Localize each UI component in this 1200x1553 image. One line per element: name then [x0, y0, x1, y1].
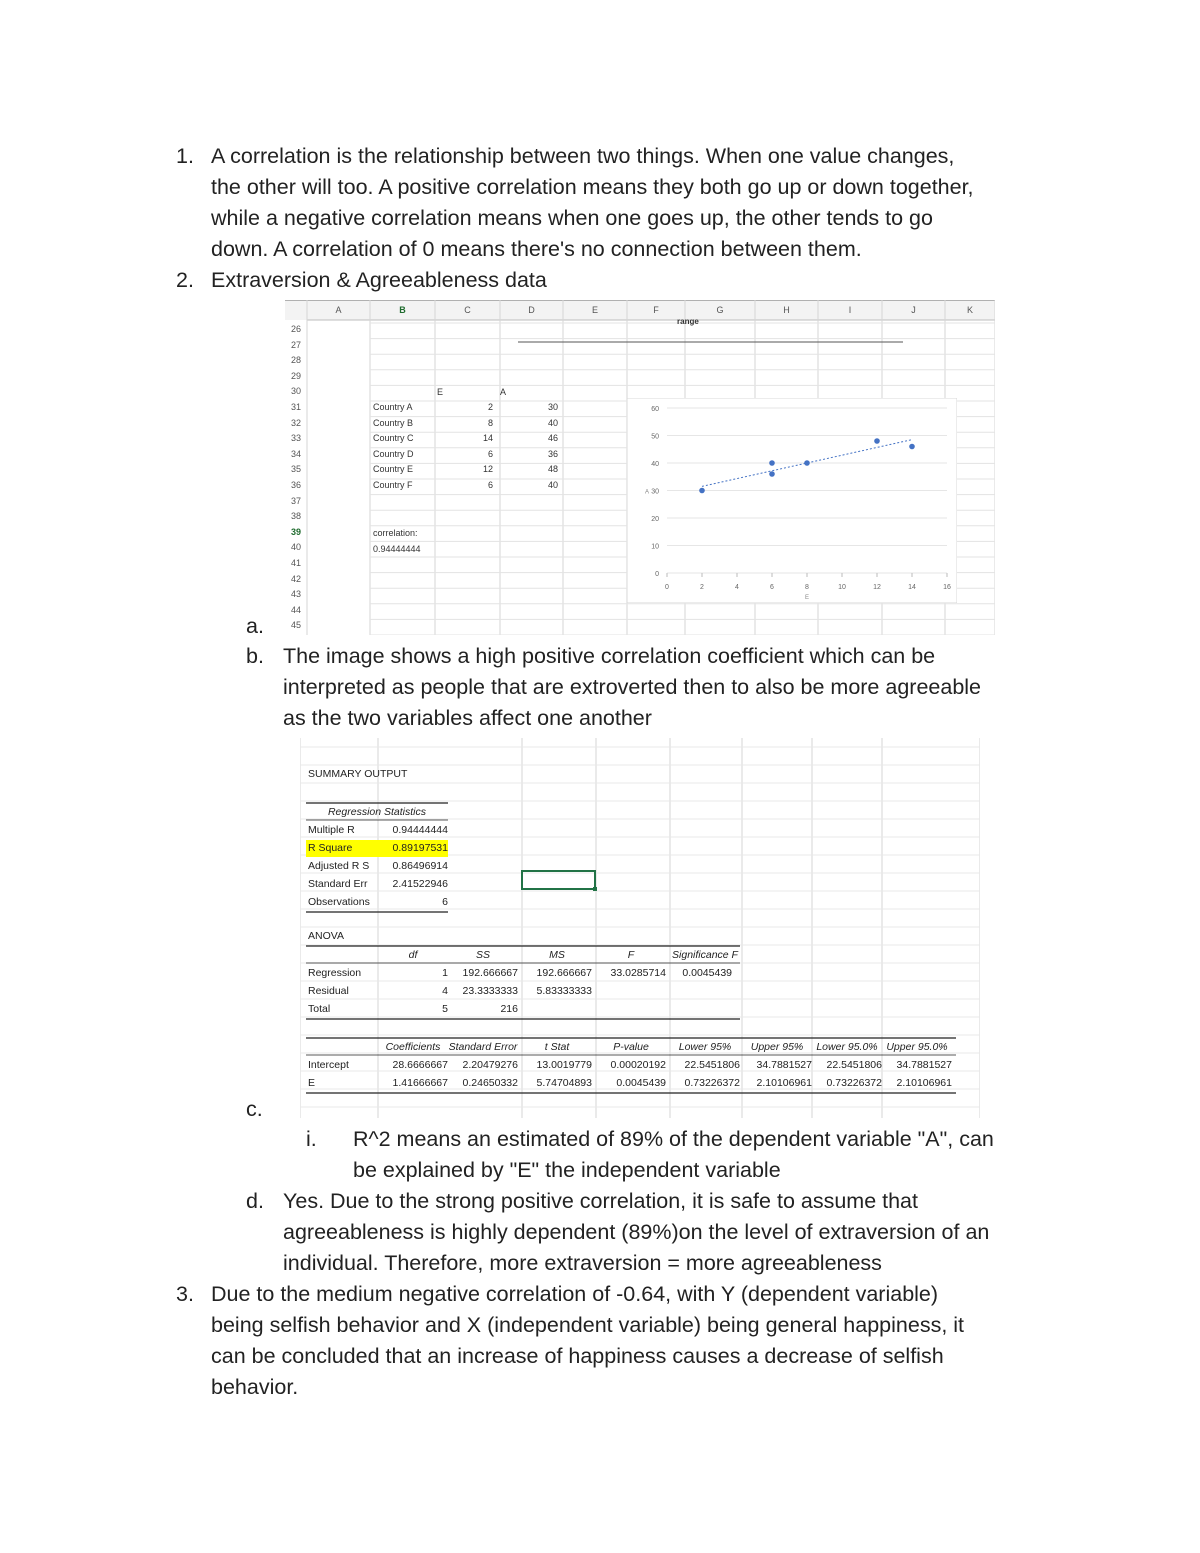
item-3-line-4: behavior. — [211, 1375, 299, 1399]
coef-header: Lower 95.0% — [816, 1041, 878, 1053]
col-a-label: A — [500, 387, 507, 397]
column-header: C — [464, 305, 471, 315]
a-value: 40 — [547, 417, 558, 428]
sub-ci-label: i. — [306, 1127, 317, 1151]
e-value: 8 — [487, 417, 493, 428]
reg-stat-value: 6 — [442, 896, 448, 908]
anova-cell: 0.0045439 — [682, 967, 732, 979]
item-1-line-2: the other will too. A positive correlation means they both go up or down together, — [211, 175, 974, 199]
coef-row-label: E — [308, 1077, 316, 1089]
anova-row-label: Total — [308, 1003, 331, 1015]
coef-cell: 22.5451806 — [826, 1059, 882, 1071]
x-tick-label: 4 — [735, 584, 739, 591]
x-tick-label: 2 — [700, 584, 704, 591]
column-header: I — [848, 305, 852, 315]
column-header: D — [528, 305, 535, 315]
e-value: 14 — [482, 433, 493, 444]
reg-stat-value: 2.41522946 — [392, 878, 448, 890]
list-number-2: 2. — [176, 268, 194, 292]
anova-cell: 5.83333333 — [536, 985, 592, 997]
reg-stat-label: Multiple R — [308, 824, 355, 836]
coef-header: t Stat — [544, 1041, 570, 1053]
fill-handle — [593, 887, 597, 891]
column-header: K — [966, 305, 973, 315]
row-number: 34 — [290, 448, 301, 459]
sub-b-label: b. — [246, 644, 264, 668]
a-value: 30 — [547, 402, 558, 412]
col-e-label: E — [437, 387, 444, 397]
e-value: 2 — [487, 402, 493, 412]
column-header: E — [591, 305, 598, 315]
anova-cell: 4 — [442, 985, 448, 997]
anova-title: ANOVA — [308, 930, 344, 942]
coef-header: P-value — [613, 1041, 649, 1053]
anova-cell: 192.666667 — [536, 967, 592, 979]
e-value: 6 — [487, 448, 493, 459]
coef-header: Standard Error — [448, 1041, 518, 1053]
reg-stat-label: Observations — [308, 896, 370, 908]
row-number: 35 — [290, 464, 301, 475]
item-2-title: Extraversion & Agreeableness data — [211, 268, 547, 292]
anova-header: MS — [549, 949, 565, 961]
x-tick-label: 12 — [873, 584, 881, 591]
coef-cell: 0.00020192 — [610, 1059, 666, 1071]
row-number: 40 — [290, 542, 301, 553]
sub-b-line-2: interpreted as people that are extroverted then to also be more agreeable — [283, 675, 982, 699]
coef-cell: 22.5451806 — [684, 1059, 740, 1071]
sub-d-line-3: individual. Therefore, more extraversion = more agreeableness — [283, 1251, 882, 1275]
x-tick-label: 16 — [943, 584, 951, 591]
row-number: 36 — [290, 480, 301, 490]
a-value: 36 — [547, 448, 558, 459]
reg-stat-label: Standard Err — [308, 878, 368, 890]
row-number: 45 — [290, 620, 301, 631]
correlation-value: 0.94444444 — [373, 544, 421, 554]
list-number-3: 3. — [176, 1282, 194, 1306]
sub-ci-line-1: R^2 means an estimated of 89% of the dependent variable "A", can — [353, 1127, 994, 1151]
y-tick-label: 0 — [655, 571, 659, 578]
sub-c-label: c. — [246, 1097, 263, 1121]
row-number: 33 — [290, 433, 301, 444]
country-name: Country C — [373, 433, 414, 444]
sub-d-line-1: Yes. Due to the strong positive correlation, it is safe to assume that — [283, 1189, 918, 1213]
coef-header: Lower 95% — [678, 1041, 732, 1053]
anova-cell: 5 — [442, 1003, 448, 1015]
e-value: 12 — [482, 464, 493, 475]
country-name: Country A — [373, 402, 413, 412]
x-tick-label: 8 — [805, 584, 809, 591]
coef-cell: 1.41666667 — [392, 1077, 448, 1089]
data-point — [909, 444, 915, 450]
scatter-chart — [627, 398, 957, 603]
coef-header: Upper 95% — [750, 1041, 804, 1053]
data-point — [699, 488, 705, 494]
coef-cell: 0.73226372 — [684, 1077, 740, 1089]
summary-title: SUMMARY OUTPUT — [308, 768, 408, 780]
row-number: 43 — [290, 589, 301, 600]
coef-cell: 0.73226372 — [826, 1077, 882, 1089]
anova-row-label: Regression — [308, 967, 362, 979]
reg-stat-label: Adjusted R S — [308, 860, 370, 872]
item-1-line-4: down. A correlation of 0 means there's no connection between them. — [211, 237, 862, 261]
spreadsheet-screenshot — [285, 300, 995, 635]
anova-cell: 192.666667 — [462, 967, 518, 979]
x-tick-label: 14 — [908, 584, 916, 591]
anova-header: SS — [475, 949, 490, 961]
coef-header: Coefficients — [385, 1041, 441, 1053]
row-number: 30 — [290, 386, 301, 397]
coef-header: Upper 95.0% — [886, 1041, 948, 1053]
coef-cell: 2.20479276 — [462, 1059, 518, 1071]
column-header: F — [653, 305, 659, 315]
anova-cell: 1 — [442, 967, 448, 979]
row-number: 42 — [290, 573, 301, 584]
x-axis-title: E — [804, 595, 810, 601]
sub-ci-line-2: be explained by "E" the independent variable — [353, 1158, 781, 1182]
country-name: Country F — [373, 480, 413, 490]
row-number: 32 — [290, 417, 301, 428]
coef-cell: 34.7881527 — [756, 1059, 812, 1071]
data-point — [804, 460, 810, 466]
anova-cell: 23.3333333 — [462, 985, 518, 997]
anova-header: F — [627, 949, 635, 961]
regression-summary-screenshot — [300, 738, 980, 1118]
data-point — [874, 438, 880, 444]
y-tick-label: 10 — [651, 543, 659, 551]
anova-header: Significance F — [672, 949, 738, 961]
y-tick-label: 30 — [651, 488, 659, 496]
coef-row-label: Intercept — [308, 1059, 349, 1071]
reg-stat-label: R Square — [308, 842, 353, 854]
y-axis-title: A — [645, 489, 650, 496]
anova-cell: 33.0285714 — [610, 967, 666, 979]
regression-stats-title: Regression Statistics — [327, 806, 427, 818]
item-3-line-1: Due to the medium negative correlation of -0.64, with Y (dependent variable) — [211, 1282, 939, 1306]
column-header: A — [335, 305, 342, 315]
y-tick-label: 60 — [651, 406, 659, 413]
x-tick-label: 6 — [770, 584, 774, 591]
coef-cell: 0.24650332 — [462, 1077, 518, 1089]
row-number: 26 — [290, 324, 301, 334]
selected-cell — [522, 871, 595, 889]
sub-d-line-2: agreeableness is highly dependent (89%)on the level of extraversion of an — [283, 1220, 990, 1244]
data-point — [769, 471, 775, 477]
coef-cell: 34.7881527 — [896, 1059, 952, 1071]
item-3-line-2: being selfish behavior and X (independent variable) being general happiness, it — [211, 1313, 965, 1337]
e-value: 6 — [487, 480, 493, 490]
column-header: J — [911, 305, 916, 315]
item-3-line-3: can be concluded that an increase of happiness causes a decrease of selfish — [211, 1344, 944, 1368]
reg-stat-value: 0.94444444 — [392, 824, 448, 836]
country-name: Country D — [373, 448, 414, 459]
item-1-line-1: A correlation is the relationship between two things. When one value changes, — [211, 144, 955, 168]
coef-cell: 0.0045439 — [616, 1077, 666, 1089]
column-header: B — [399, 305, 406, 315]
sub-b-line-1: The image shows a high positive correlation coefficient which can be — [283, 644, 936, 668]
x-tick-label: 0 — [665, 584, 669, 591]
y-tick-label: 20 — [651, 516, 659, 523]
item-1-line-3: while a negative correlation means when one goes up, the other tends to go — [211, 206, 933, 230]
anova-cell: 216 — [500, 1003, 518, 1015]
chart-area — [627, 398, 957, 603]
row-number: 41 — [290, 558, 301, 568]
row-number: 31 — [290, 402, 301, 412]
sub-d-label: d. — [246, 1189, 264, 1213]
coef-cell: 5.74704893 — [536, 1077, 592, 1089]
y-tick-label: 50 — [651, 433, 659, 441]
row-number: 38 — [290, 511, 301, 522]
coef-cell: 2.10106961 — [896, 1077, 952, 1089]
coef-cell: 2.10106961 — [756, 1077, 812, 1089]
row-number: 39 — [290, 526, 301, 537]
country-name: Country E — [373, 464, 414, 475]
data-point — [769, 460, 775, 466]
range-label: range — [677, 317, 699, 326]
anova-header: df — [408, 949, 418, 961]
list-number-1: 1. — [176, 144, 194, 168]
y-tick-label: 40 — [651, 461, 659, 468]
coef-cell: 13.0019779 — [536, 1059, 592, 1071]
column-header: H — [783, 305, 790, 315]
row-number: 44 — [290, 604, 301, 615]
sub-b-line-3: as the two variables affect one another — [283, 706, 652, 730]
correlation-label: correlation: — [373, 528, 418, 538]
reg-stat-value: 0.86496914 — [392, 860, 448, 872]
country-name: Country B — [373, 417, 414, 428]
row-number: 27 — [290, 339, 301, 350]
row-number: 29 — [290, 370, 301, 381]
a-value: 46 — [547, 433, 558, 444]
a-value: 48 — [547, 464, 558, 475]
sub-a-label: a. — [246, 614, 264, 638]
x-tick-label: 10 — [838, 584, 846, 591]
anova-row-label: Residual — [308, 985, 349, 997]
column-header: G — [716, 305, 724, 315]
reg-stat-value: 0.89197531 — [392, 842, 448, 854]
a-value: 40 — [547, 480, 558, 490]
row-number: 28 — [290, 355, 301, 366]
coef-cell: 28.6666667 — [392, 1059, 448, 1071]
row-number: 37 — [290, 495, 301, 506]
